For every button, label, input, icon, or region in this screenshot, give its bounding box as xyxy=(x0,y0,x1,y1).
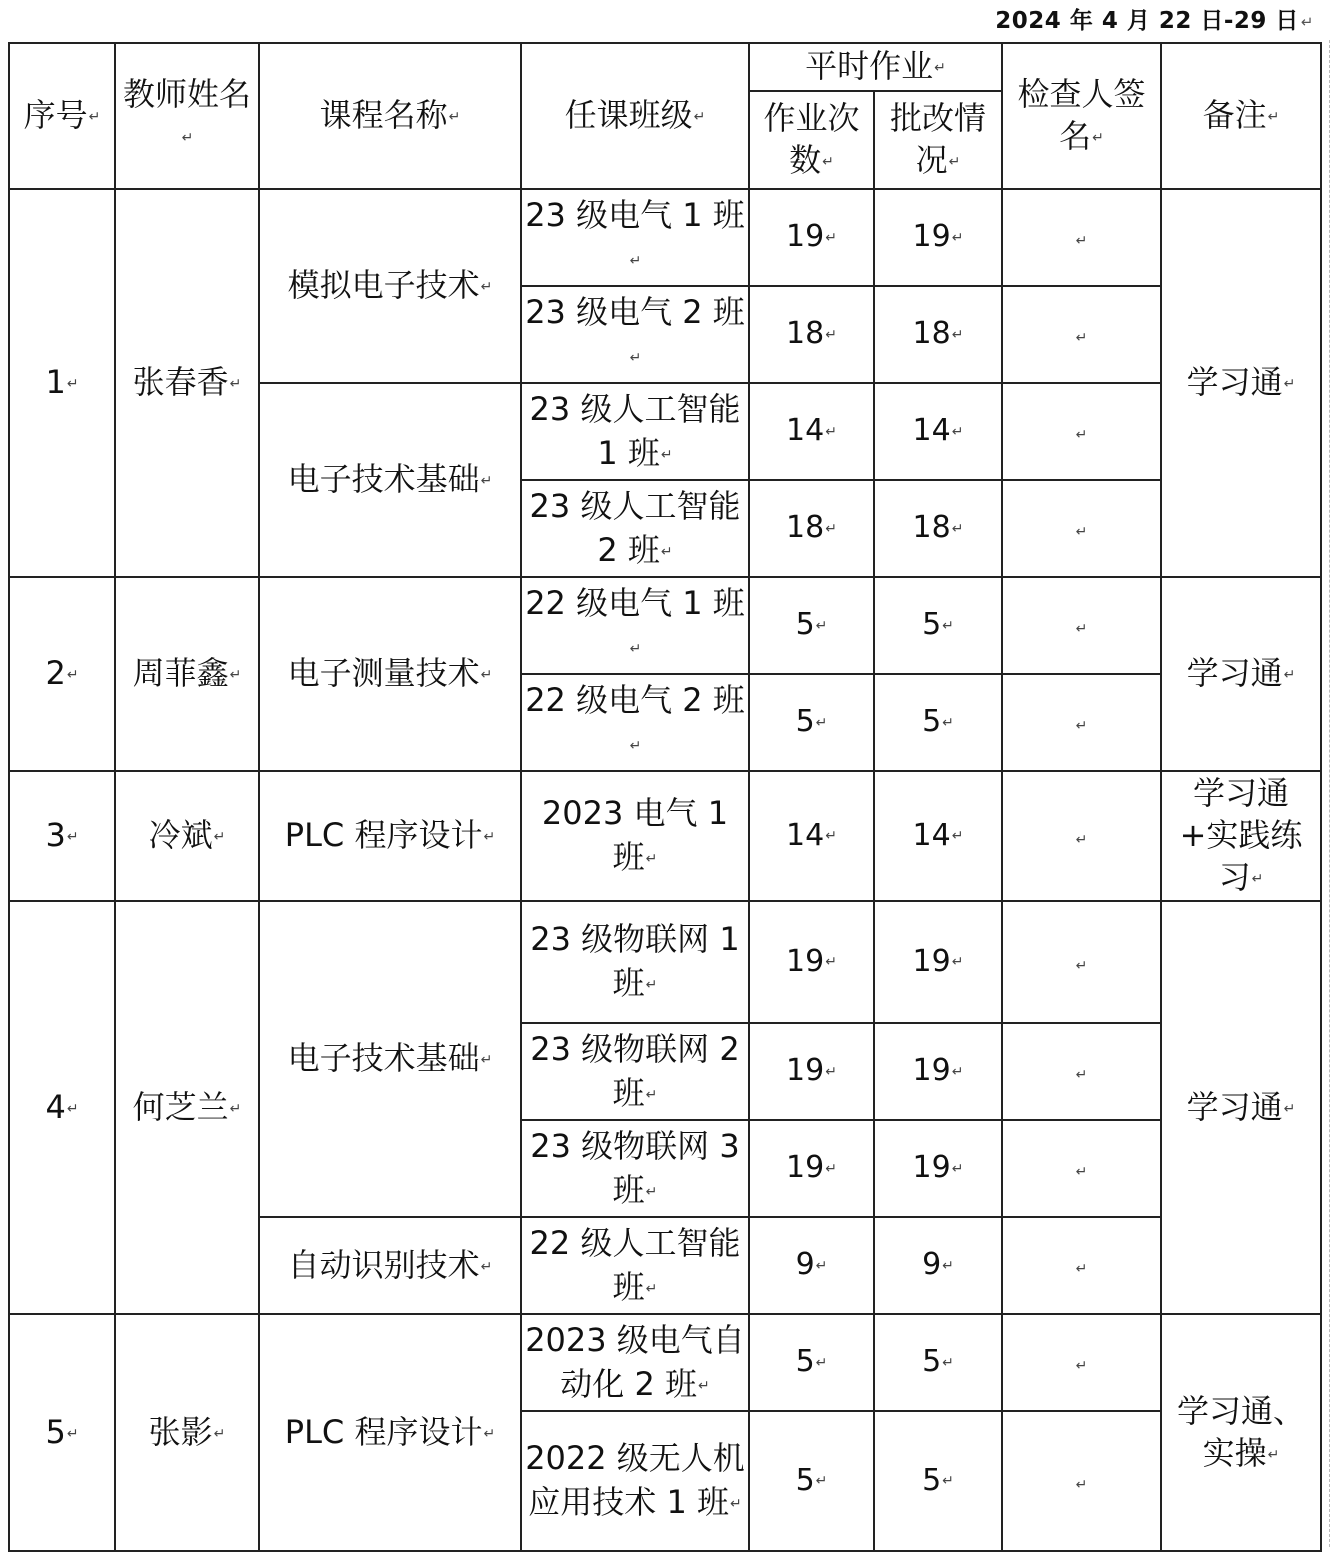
hw-graded-cell: 5↵ xyxy=(874,577,1002,674)
homework-check-table xyxy=(8,42,1322,1552)
teacher-cell: 冷斌↵ xyxy=(115,771,259,901)
teacher-cell: 张影↵ xyxy=(115,1314,259,1551)
header-class: 任课班级↵ xyxy=(521,43,749,189)
checker-signature-cell[interactable]: ↵ xyxy=(1002,1217,1161,1314)
table-row xyxy=(9,189,1321,286)
header-checker: 检查人签名↵ xyxy=(1002,43,1161,189)
seq-cell: 2↵ xyxy=(9,577,115,771)
course-cell: 自动识别技术↵ xyxy=(259,1217,521,1314)
header-hw-graded: 批改情况↵ xyxy=(874,91,1002,189)
hw-count-cell: 19↵ xyxy=(749,1120,874,1217)
course-cell: 模拟电子技术↵ xyxy=(259,189,521,383)
hw-count-cell: 14↵ xyxy=(749,771,874,901)
hw-count-cell: 19↵ xyxy=(749,901,874,1023)
course-cell: 电子技术基础↵ xyxy=(259,901,521,1217)
hw-graded-cell: 18↵ xyxy=(874,480,1002,577)
hw-graded-cell: 18↵ xyxy=(874,286,1002,383)
hw-count-cell: 5↵ xyxy=(749,674,874,771)
checker-signature-cell[interactable]: ↵ xyxy=(1002,1120,1161,1217)
header-course: 课程名称↵ xyxy=(259,43,521,189)
checker-signature-cell[interactable]: ↵ xyxy=(1002,771,1161,901)
header-hw-count: 作业次数↵ xyxy=(749,91,874,189)
class-cell: 22 级人工智能班↵ xyxy=(521,1217,749,1314)
hw-graded-cell: 9↵ xyxy=(874,1217,1002,1314)
class-cell: 23 级电气 1 班↵ xyxy=(521,189,749,286)
hw-graded-cell: 19↵ xyxy=(874,1120,1002,1217)
hw-count-cell: 5↵ xyxy=(749,1411,874,1551)
class-cell: 23 级物联网 1 班↵ xyxy=(521,901,749,1023)
course-cell: 电子技术基础↵ xyxy=(259,383,521,577)
checker-signature-cell[interactable]: ↵ xyxy=(1002,1314,1161,1411)
header-note: 备注↵ xyxy=(1161,43,1321,189)
class-cell: 23 级人工智能 2 班↵ xyxy=(521,480,749,577)
course-cell: PLC 程序设计↵ xyxy=(259,1314,521,1551)
checker-signature-cell[interactable]: ↵ xyxy=(1002,189,1161,286)
checker-signature-cell[interactable]: ↵ xyxy=(1002,286,1161,383)
note-cell: 学习通↵ xyxy=(1161,901,1321,1314)
checker-signature-cell[interactable]: ↵ xyxy=(1002,480,1161,577)
note-cell: 学习通、实操↵ xyxy=(1161,1314,1321,1551)
hw-count-cell: 18↵ xyxy=(749,480,874,577)
table-row xyxy=(9,577,1321,674)
hw-graded-cell: 5↵ xyxy=(874,674,1002,771)
seq-cell: 4↵ xyxy=(9,901,115,1314)
hw-count-cell: 5↵ xyxy=(749,1314,874,1411)
hw-count-cell: 19↵ xyxy=(749,189,874,286)
seq-cell: 3↵ xyxy=(9,771,115,901)
class-cell: 2023 电气 1 班↵ xyxy=(521,771,749,901)
checker-signature-cell[interactable]: ↵ xyxy=(1002,383,1161,480)
course-cell: 电子测量技术↵ xyxy=(259,577,521,771)
table-row xyxy=(9,771,1321,901)
note-cell: 学习通↵ xyxy=(1161,189,1321,577)
class-cell: 23 级人工智能 1 班↵ xyxy=(521,383,749,480)
class-cell: 23 级电气 2 班↵ xyxy=(521,286,749,383)
page-edge-guide xyxy=(1327,40,1330,1547)
hw-graded-cell: 14↵ xyxy=(874,771,1002,901)
hw-graded-cell: 19↵ xyxy=(874,1023,1002,1120)
note-cell: 学习通↵ xyxy=(1161,577,1321,771)
class-cell: 2022 级无人机应用技术 1 班↵ xyxy=(521,1411,749,1551)
class-cell: 23 级物联网 3 班↵ xyxy=(521,1120,749,1217)
class-cell: 23 级物联网 2 班↵ xyxy=(521,1023,749,1120)
seq-cell: 5↵ xyxy=(9,1314,115,1551)
table-row xyxy=(9,901,1321,1023)
table-row xyxy=(9,1314,1321,1411)
checker-signature-cell[interactable]: ↵ xyxy=(1002,674,1161,771)
hw-graded-cell: 5↵ xyxy=(874,1314,1002,1411)
header-teacher: 教师姓名↵ xyxy=(115,43,259,189)
hw-graded-cell: 5↵ xyxy=(874,1411,1002,1551)
seq-cell: 1↵ xyxy=(9,189,115,577)
class-cell: 22 级电气 1 班↵ xyxy=(521,577,749,674)
note-cell: 学习通+实践练习↵ xyxy=(1161,771,1321,901)
course-cell: PLC 程序设计↵ xyxy=(259,771,521,901)
hw-count-cell: 18↵ xyxy=(749,286,874,383)
checker-signature-cell[interactable]: ↵ xyxy=(1002,1023,1161,1120)
hw-count-cell: 9↵ xyxy=(749,1217,874,1314)
teacher-cell: 何芝兰↵ xyxy=(115,901,259,1314)
class-cell: 22 级电气 2 班↵ xyxy=(521,674,749,771)
header-homework-group: 平时作业↵ xyxy=(749,43,1002,91)
checker-signature-cell[interactable]: ↵ xyxy=(1002,1411,1161,1551)
date-range: 2024 年 4 月 22 日-29 日 ↵ xyxy=(995,8,1314,34)
hw-count-cell: 5↵ xyxy=(749,577,874,674)
hw-count-cell: 19↵ xyxy=(749,1023,874,1120)
checker-signature-cell[interactable]: ↵ xyxy=(1002,577,1161,674)
class-cell: 2023 级电气自动化 2 班↵ xyxy=(521,1314,749,1411)
teacher-cell: 周菲鑫↵ xyxy=(115,577,259,771)
teacher-cell: 张春香↵ xyxy=(115,189,259,577)
checker-signature-cell[interactable]: ↵ xyxy=(1002,901,1161,1023)
hw-graded-cell: 19↵ xyxy=(874,901,1002,1023)
hw-count-cell: 14↵ xyxy=(749,383,874,480)
hw-graded-cell: 19↵ xyxy=(874,189,1002,286)
hw-graded-cell: 14↵ xyxy=(874,383,1002,480)
header-seq: 序号↵ xyxy=(9,43,115,189)
